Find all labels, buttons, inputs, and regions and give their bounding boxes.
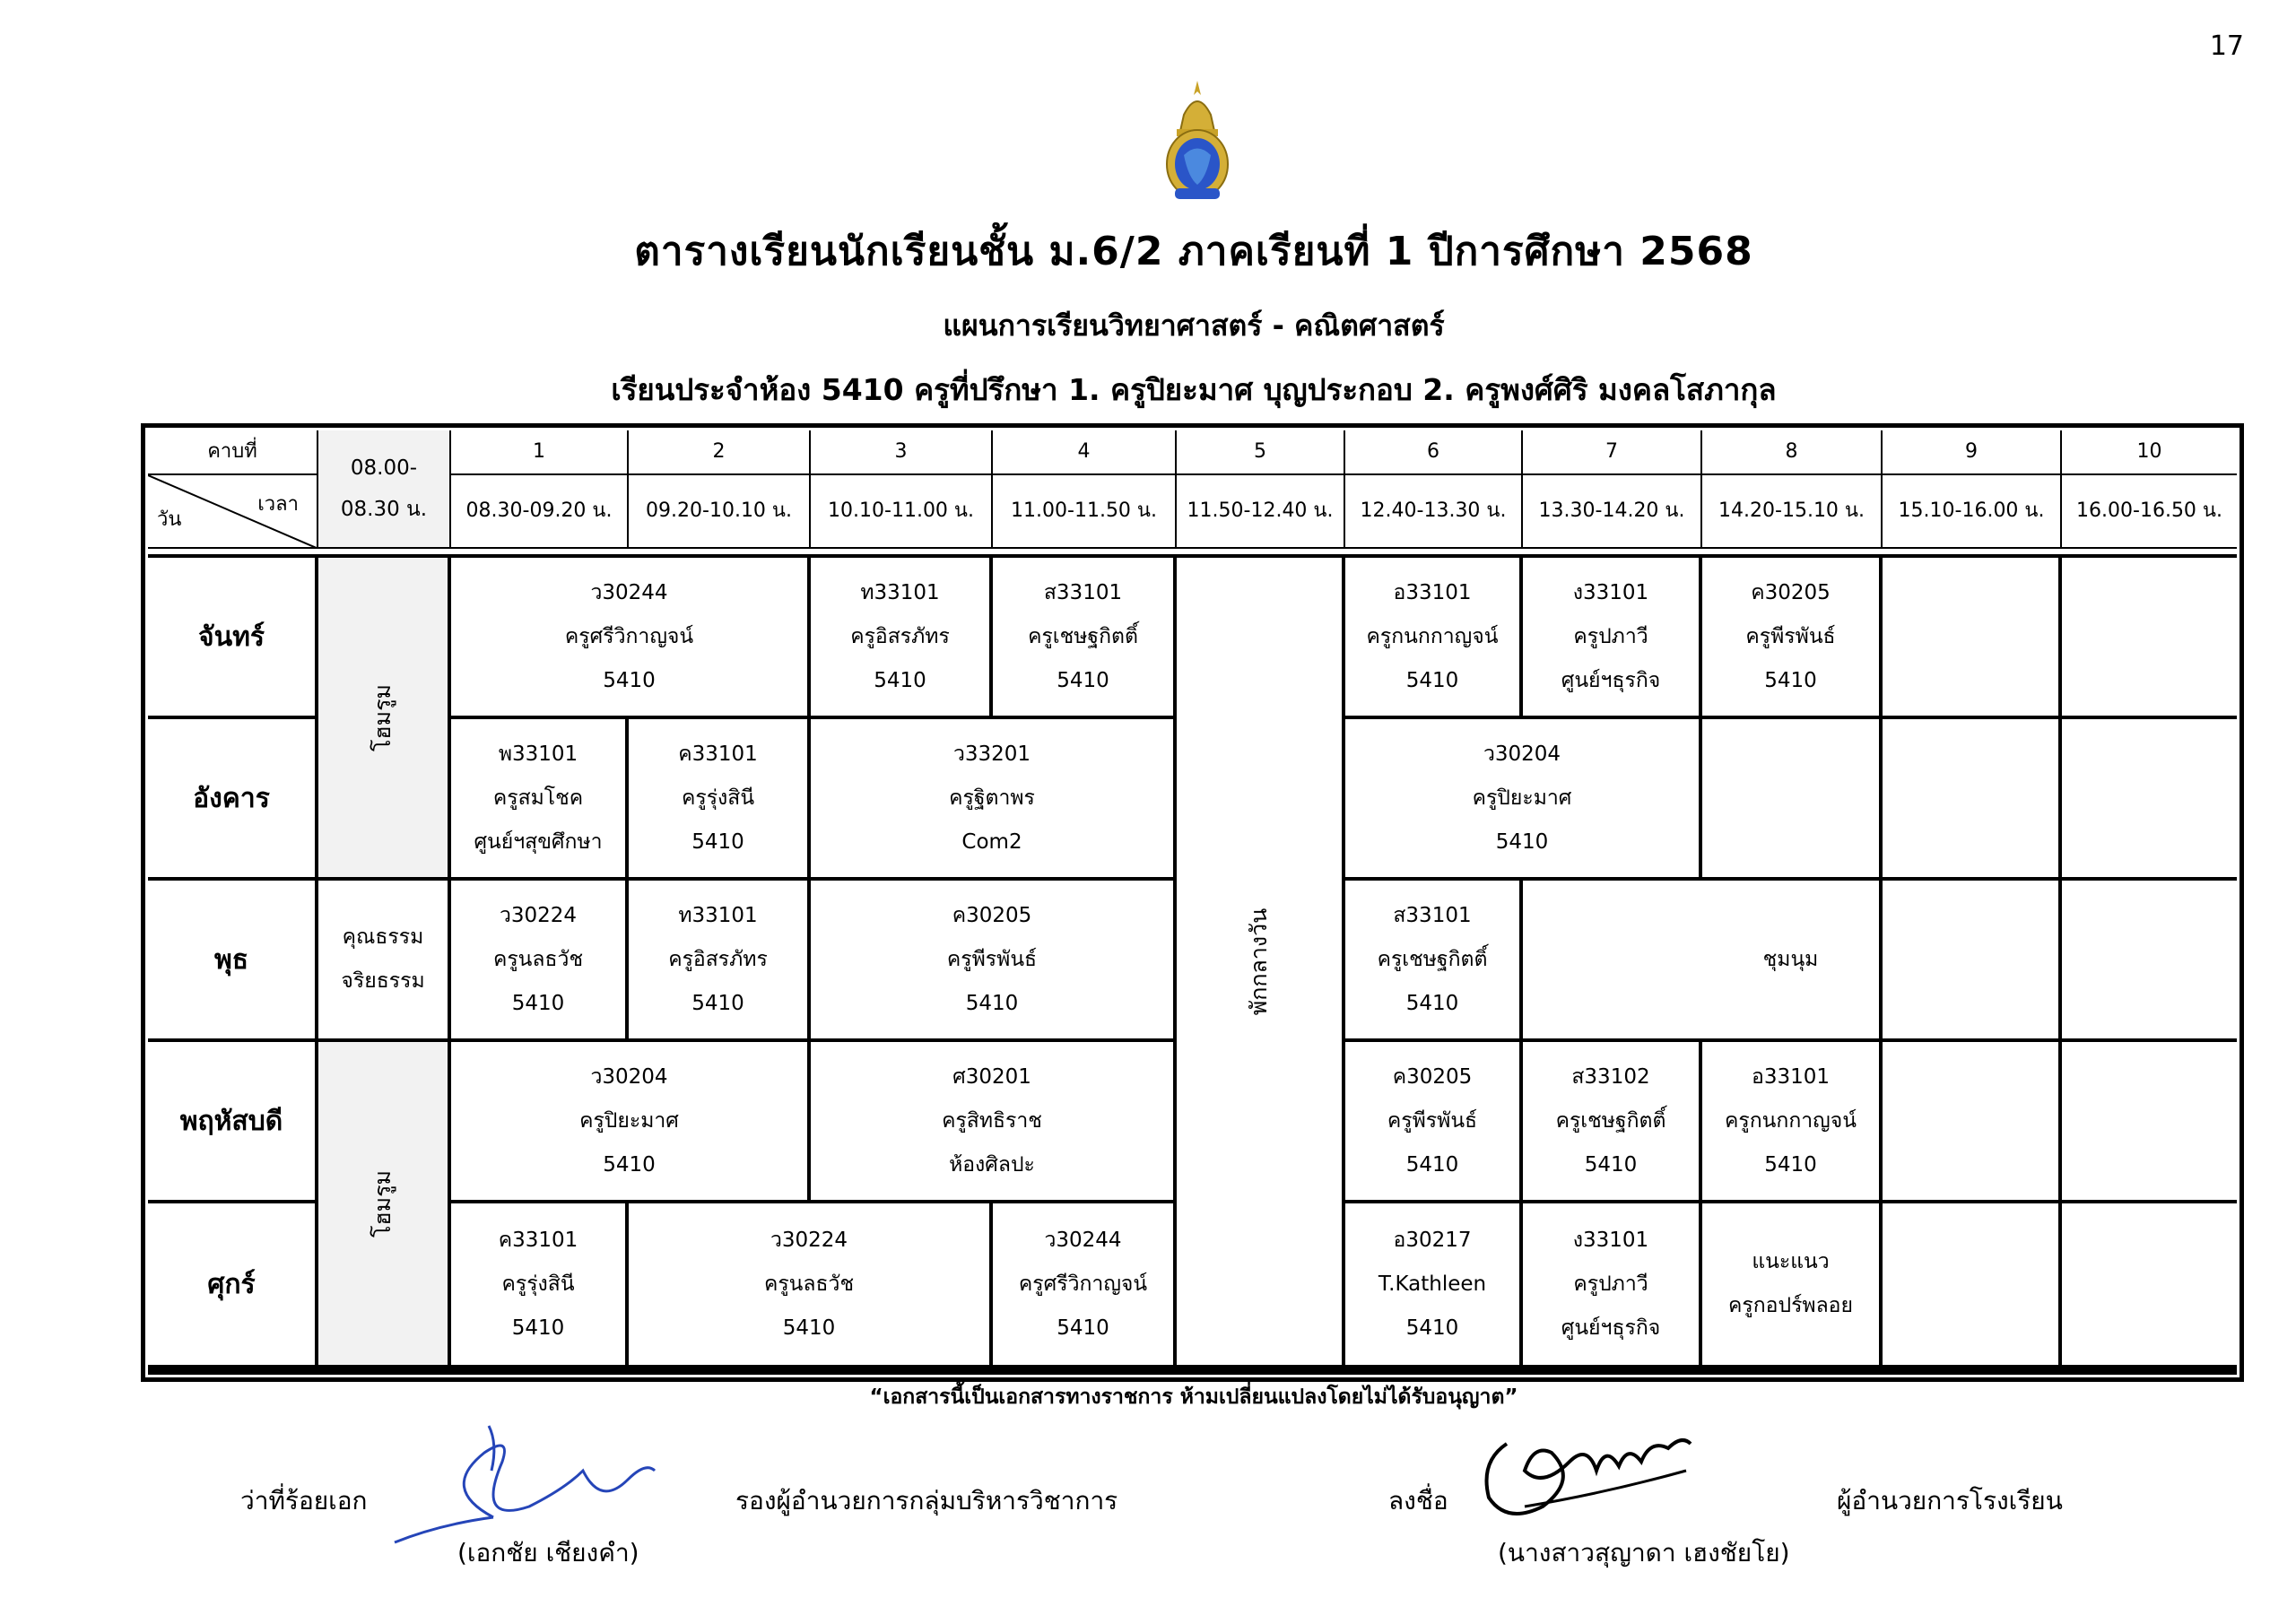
teacher: T.Kathleen — [1378, 1272, 1487, 1296]
empty-cell — [2062, 881, 2237, 1042]
class-cell — [1345, 558, 1523, 719]
room: 5410 — [1764, 668, 1817, 692]
time-day-corner — [148, 475, 318, 549]
teacher: ครูรุ่งสินี — [681, 786, 755, 810]
time-2: 09.20-10.10 น. — [629, 475, 811, 549]
left-sign-name: (เอกชัย เชียงคำ) — [457, 1538, 639, 1568]
room: ศูนย์ฯธุรกิจ — [1561, 668, 1661, 692]
room: 5410 — [1764, 1152, 1817, 1177]
course-code: ส33101 — [1393, 903, 1472, 927]
time-3: 10.10-11.00 น. — [811, 475, 993, 549]
teacher: ครูอิสรภัทร — [668, 947, 768, 971]
period-7: 7 — [1523, 430, 1702, 475]
empty-cell — [2062, 1203, 2237, 1365]
empty-cell — [2062, 558, 2237, 719]
class-cell — [811, 719, 1177, 881]
lunch-label: พักกลางวัน — [1246, 908, 1273, 1015]
period-10: 10 — [2062, 430, 2237, 475]
teacher: ครูพีรพันธ์ — [1745, 624, 1836, 648]
footer-note: “เอกสารนี้เป็นเอกสารทางราชการ ห้ามเปลี่ยนแปลงโดยไม่ได้รับอนุญาต” — [869, 1385, 1518, 1409]
class-cell — [1523, 1042, 1702, 1203]
period-2: 2 — [629, 430, 811, 475]
club-label: ชุมนุม — [1762, 947, 1819, 971]
room: ศูนย์ฯสุขศึกษา — [474, 829, 603, 854]
course-code: อ33101 — [1752, 1064, 1830, 1089]
school-crest-logo — [1157, 79, 1238, 204]
class-cell — [993, 1203, 1177, 1365]
course-code: อ33101 — [1393, 580, 1472, 604]
room: 5410 — [1405, 1152, 1459, 1177]
day-thursday: พฤหัสบดี — [148, 1042, 318, 1203]
left-signature — [386, 1417, 673, 1551]
course-code: ท33101 — [678, 903, 758, 927]
class-cell — [811, 1042, 1177, 1203]
room: 5410 — [603, 668, 656, 692]
period-5: 5 — [1177, 430, 1345, 475]
course-code: ว33201 — [952, 742, 1031, 766]
empty-cell — [1702, 719, 1883, 881]
course-code: ว30224 — [770, 1228, 848, 1252]
room: Com2 — [961, 829, 1022, 854]
empty-cell — [2062, 719, 2237, 881]
room: 5410 — [1057, 1316, 1109, 1340]
period-label: คาบที่ — [148, 430, 318, 475]
class-cell — [451, 1203, 629, 1365]
teacher: ครูศรีวิกาญจน์ — [1018, 1272, 1148, 1296]
class-cell — [1345, 1042, 1523, 1203]
period-4: 4 — [993, 430, 1177, 475]
course-code: ศ30201 — [952, 1064, 1031, 1089]
empty-cell — [1883, 719, 2062, 881]
time-label: เวลา — [257, 493, 299, 516]
empty-cell — [1883, 558, 2062, 719]
room: 5410 — [1405, 668, 1459, 692]
class-cell — [451, 558, 811, 719]
time-5: 11.50-12.40 น. — [1177, 475, 1345, 549]
teacher: ครูเชษฐกิตติ์ — [1028, 624, 1138, 648]
room: 5410 — [691, 991, 744, 1015]
teacher: ครูปภาวี — [1573, 624, 1648, 648]
teacher: ครูปภาวี — [1573, 1272, 1648, 1296]
time-6: 12.40-13.30 น. — [1345, 475, 1523, 549]
day-wednesday: พุธ — [148, 881, 318, 1042]
day-label: วัน — [157, 508, 182, 531]
right-signature — [1471, 1408, 1704, 1524]
class-cell — [1345, 881, 1523, 1042]
time-9: 15.10-16.00 น. — [1883, 475, 2062, 549]
room: 5410 — [1584, 1152, 1638, 1177]
class-cell — [1702, 558, 1883, 719]
teacher: ครูเชษฐกิตติ์ — [1555, 1108, 1666, 1133]
teacher: ครูฐิตาพร — [949, 786, 1035, 810]
teacher: ครูศรีวิกาญจน์ — [564, 624, 694, 648]
course-code: ว30244 — [590, 580, 668, 604]
class-cell — [629, 881, 811, 1042]
course-code: ส33101 — [1043, 580, 1123, 604]
period-1: 1 — [451, 430, 629, 475]
teacher: ครูเชษฐกิตติ์ — [1377, 947, 1488, 971]
homeroom-label: โฮมรูม — [370, 1169, 396, 1238]
class-cell — [811, 558, 993, 719]
period-6: 6 — [1345, 430, 1523, 475]
course-code: แนะแนว — [1752, 1250, 1830, 1273]
class-cell — [1345, 719, 1702, 881]
class-cell — [629, 719, 811, 881]
study-plan: แผนการเรียนวิทยาศาสตร์ - คณิตศาสตร์ — [943, 308, 1445, 343]
course-code: ง33101 — [1572, 1228, 1649, 1252]
course-code: ท33101 — [860, 580, 940, 604]
room: 5410 — [782, 1316, 836, 1340]
timetable — [148, 430, 2237, 1375]
lunch-break — [1177, 558, 1345, 1365]
course-code: ค33101 — [678, 742, 758, 766]
empty-cell — [1883, 1203, 2062, 1365]
room: 5410 — [603, 1152, 656, 1177]
class-cell — [1523, 558, 1702, 719]
room: 5410 — [1495, 829, 1549, 854]
pre-time: 08.00- 08.30 น. — [318, 430, 451, 549]
course-code: ค30205 — [952, 903, 1032, 927]
room: 5410 — [1057, 668, 1109, 692]
class-cell — [451, 881, 629, 1042]
room: 5410 — [874, 668, 926, 692]
teacher: ครูกนกกาญจน์ — [1366, 624, 1499, 648]
day-tuesday: อังคาร — [148, 719, 318, 881]
morals-cell — [318, 881, 451, 1042]
empty-cell — [1883, 881, 2062, 1042]
class-cell — [1345, 1203, 1523, 1365]
time-4: 11.00-11.50 น. — [993, 475, 1177, 549]
time-7: 13.30-14.20 น. — [1523, 475, 1702, 549]
homeroom-label: โฮมรูม — [370, 683, 396, 751]
teacher: ครูนลธวัช — [763, 1272, 855, 1296]
teacher: ครูพีรพันธ์ — [946, 947, 1038, 971]
empty-cell — [1883, 1042, 2062, 1203]
teacher: ครูสิทธิราช — [942, 1108, 1042, 1133]
course-code: ว30204 — [590, 1064, 668, 1089]
class-cell — [1702, 1042, 1883, 1203]
course-code: ค30205 — [1392, 1064, 1473, 1089]
class-cell — [451, 719, 629, 881]
teacher: ครูสมโชค — [492, 786, 584, 810]
homeroom-mon-tue — [318, 558, 451, 881]
class-cell — [451, 1042, 811, 1203]
teacher: ครูอิสรภัทร — [850, 624, 950, 648]
page-title: ตารางเรียนนักเรียนชั้น ม.6/2 ภาคเรียนที่ 1 ปีการศึกษา 2568 — [634, 229, 1753, 274]
teacher: ครูรุ่งสินี — [501, 1272, 575, 1296]
header-separator — [148, 549, 2237, 558]
day-monday: จันทร์ — [148, 558, 318, 719]
left-sign-title: รองผู้อำนวยการกลุ่มบริหารวิชาการ — [735, 1486, 1118, 1515]
course-code: ค33101 — [498, 1228, 578, 1252]
room: 5410 — [965, 991, 1019, 1015]
course-code: พ33101 — [498, 742, 578, 766]
course-code: ว30224 — [499, 903, 578, 927]
period-8: 8 — [1702, 430, 1883, 475]
room: 5410 — [511, 991, 565, 1015]
class-cell — [1702, 1203, 1883, 1365]
course-code: ค30205 — [1751, 580, 1831, 604]
period-3: 3 — [811, 430, 993, 475]
class-cell — [811, 881, 1177, 1042]
course-code: ว30204 — [1483, 742, 1561, 766]
class-cell — [1523, 1203, 1702, 1365]
class-cell — [993, 558, 1177, 719]
day-friday: ศุกร์ — [148, 1203, 318, 1365]
teacher: ครูกนกกาญจน์ — [1725, 1108, 1857, 1133]
class-cell — [629, 1203, 993, 1365]
time-1: 08.30-09.20 น. — [451, 475, 629, 549]
course-code: ส33102 — [1571, 1064, 1650, 1089]
right-sign-name: (นางสาวสุญาดา เฮงชัยโย) — [1498, 1538, 1790, 1568]
room: 5410 — [511, 1316, 565, 1340]
morals-line-1: คุณธรรม — [342, 925, 424, 949]
period-9: 9 — [1883, 430, 2062, 475]
teacher: ครูกอปร์พลอย — [1728, 1294, 1853, 1317]
club-cell — [1523, 881, 1883, 1042]
room: ห้องศิลปะ — [949, 1152, 1035, 1177]
right-sign-title: ผู้อำนวยการโรงเรียน — [1837, 1486, 2063, 1515]
homeroom-line: เรียนประจำห้อง 5410 ครูที่ปรึกษา 1. ครูปิยะมาศ บุญประกอบ 2. ครูพงศ์ศิริ มงคลโสภากุล — [611, 372, 1777, 407]
time-8: 14.20-15.10 น. — [1702, 475, 1883, 549]
left-sign-prefix: ว่าที่ร้อยเอก — [240, 1486, 368, 1515]
teacher: ครูปิยะมาศ — [1472, 786, 1572, 810]
room: 5410 — [1405, 991, 1459, 1015]
teacher: ครูพีรพันธ์ — [1387, 1108, 1478, 1133]
course-code: อ30217 — [1393, 1228, 1472, 1252]
homeroom-thu-fri — [318, 1042, 451, 1365]
teacher: ครูปิยะมาศ — [579, 1108, 679, 1133]
teacher: ครูนลธวัช — [492, 947, 584, 971]
room: 5410 — [1405, 1316, 1459, 1340]
page-number: 17 — [2209, 30, 2244, 62]
room: 5410 — [691, 829, 744, 854]
morals-line-2: จริยธรรม — [341, 969, 425, 993]
time-10: 16.00-16.50 น. — [2062, 475, 2237, 549]
right-sign-prefix: ลงชื่อ — [1388, 1486, 1448, 1515]
course-code: ง33101 — [1572, 580, 1649, 604]
course-code: ว30244 — [1044, 1228, 1122, 1252]
room: ศูนย์ฯธุรกิจ — [1561, 1316, 1661, 1340]
empty-cell — [2062, 1042, 2237, 1203]
